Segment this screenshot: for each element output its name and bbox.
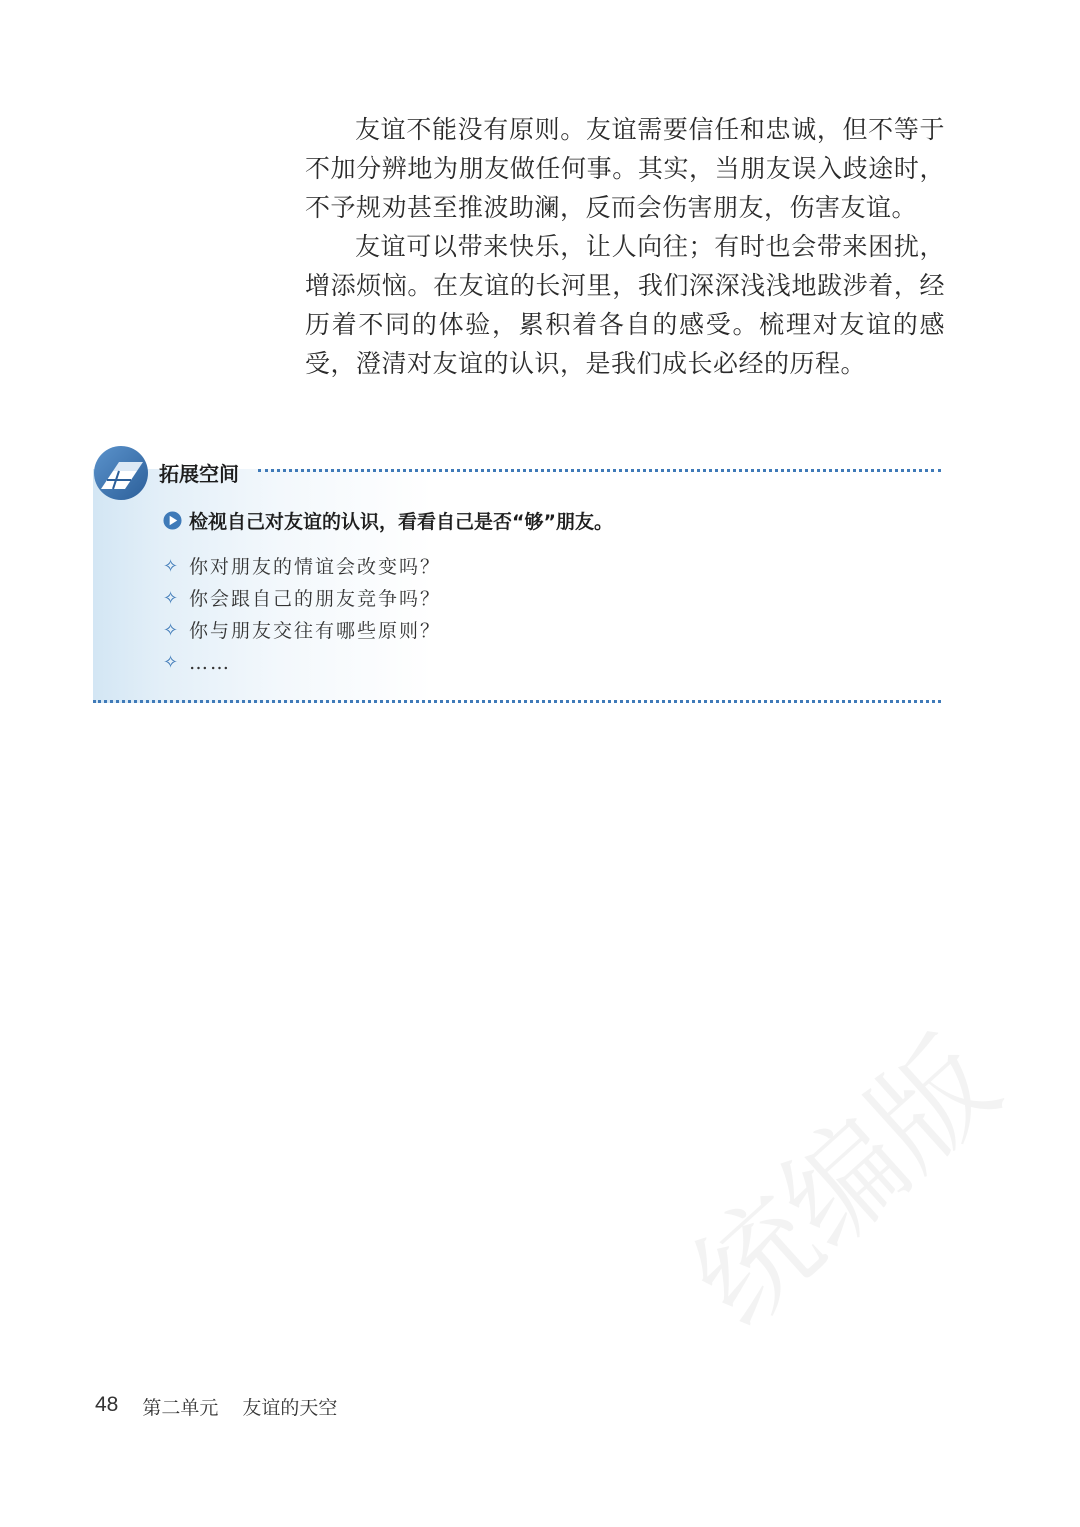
play-arrow-icon [163, 511, 182, 530]
page-footer [95, 1393, 337, 1420]
diamond-star-icon: ✧ [163, 652, 181, 673]
extension-title: 拓展空间 [159, 462, 239, 486]
question-text: 你与朋友交往有哪些原则？ [189, 620, 442, 642]
list-item [163, 551, 441, 583]
diamond-star-icon: ✧ [163, 620, 181, 641]
list-item [163, 615, 441, 647]
question-text: 你对朋友的情谊会改变吗？ [189, 556, 442, 578]
question-text: 你会跟自己的朋友竞争吗？ [189, 588, 442, 610]
list-item [163, 647, 441, 679]
question-list [163, 551, 441, 679]
watermark: 统编版 [667, 1012, 1023, 1352]
bottom-divider [93, 700, 941, 703]
diamond-star-icon: ✧ [163, 588, 181, 609]
diamond-star-icon: ✧ [163, 556, 181, 577]
extension-space-icon [93, 445, 149, 501]
question-text: …… [189, 652, 231, 674]
unit-label: 第二单元 [142, 1397, 219, 1419]
list-item [163, 583, 441, 615]
page-number: 48 [95, 1393, 119, 1416]
title-divider [258, 469, 941, 472]
unit-title: 友谊的天空 [242, 1397, 338, 1419]
main-text [305, 110, 945, 383]
paragraph-experience: 友谊可以带来快乐，让人向往；有时也会带来困扰，增添烦恼。在友谊的长河里，我们深深浅浅地跋涉着，经历着不同的体验，累积着各自的感受。梳理对友谊的感受，澄清对友谊的认识，是我们成长必经的历程。 [305, 232, 945, 378]
task-line [163, 507, 613, 534]
paragraph-principle: 友谊不能没有原则。友谊需要信任和忠诚，但不等于不加分辨地为朋友做任何事。其实，当朋友误入歧途时，不予规劝甚至推波助澜，反而会伤害朋友，伤害友谊。 [305, 115, 945, 222]
extension-section [93, 445, 941, 703]
task-text: 检视自己对友谊的认识，看看自己是否“够”朋友。 [189, 511, 613, 533]
